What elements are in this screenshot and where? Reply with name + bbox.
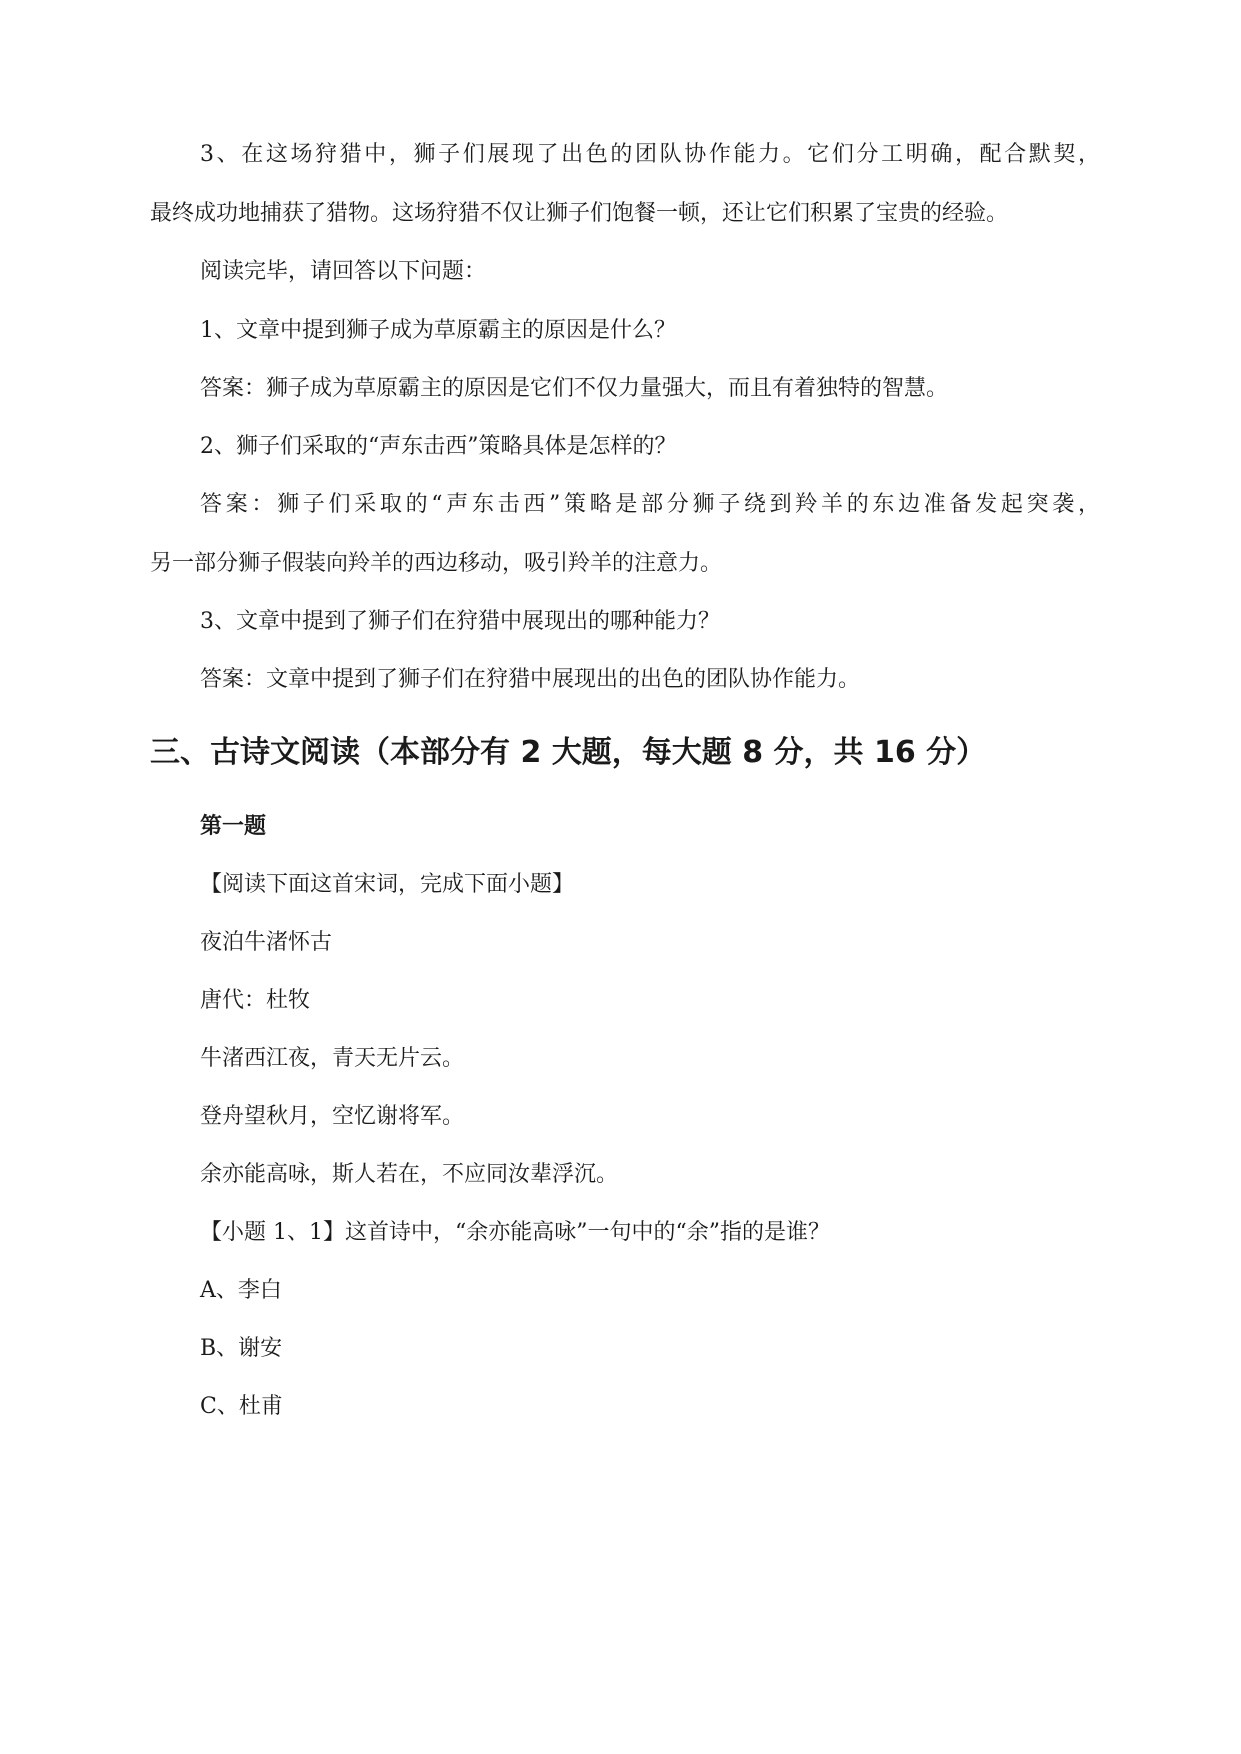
option-a: A、李白 <box>200 1278 282 1303</box>
option-c: C、杜甫 <box>200 1394 283 1419</box>
option-b: B、谢安 <box>200 1336 283 1361</box>
poem-line-1: 牛渚西江夜，青天无片云。 <box>200 1046 465 1071</box>
passage-paragraph-3-line-1: 3、在这场狩猎中，狮子们展现了出色的团队协作能力。它们分工明确，配合默契， <box>200 142 1100 167</box>
answer-2-line-2: 另一部分狮子假装向羚羊的西边移动，吸引羚羊的注意力。 <box>150 551 723 576</box>
answer-1: 答案：狮子成为草原霸主的原因是它们不仅力量强大，而且有着独特的智慧。 <box>200 376 949 401</box>
passage-paragraph-3-line-2: 最终成功地捕获了猎物。这场狩猎不仅让狮子们饱餐一顿，还让它们积累了宝贵的经验。 <box>150 201 1009 226</box>
poem-title: 夜泊牛渚怀古 <box>200 930 333 955</box>
answer-3: 答案：文章中提到了狮子们在狩猎中展现出的出色的团队协作能力。 <box>200 667 861 692</box>
sub-question: 【小题 1、1】这首诗中，“余亦能高咏”一句中的“余”指的是谁？ <box>200 1220 830 1245</box>
answer-2-line-1: 答案：狮子们采取的“声东击西”策略是部分狮子绕到羚羊的东边准备发起突袭， <box>200 492 1100 517</box>
poem-author: 唐代：杜牧 <box>200 988 311 1013</box>
poem-line-2: 登舟望秋月，空忆谢将军。 <box>200 1104 465 1129</box>
question-2: 2、狮子们采取的“声东击西”策略具体是怎样的？ <box>200 434 677 459</box>
poem-line-3: 余亦能高咏，斯人若在，不应同汝辈浮沉。 <box>200 1162 619 1187</box>
question-1: 1、文章中提到狮子成为草原霸主的原因是什么？ <box>200 318 676 343</box>
reading-prompt: 阅读完毕，请回答以下问题： <box>200 259 487 284</box>
instruction: 【阅读下面这首宋词，完成下面小题】 <box>200 872 575 897</box>
section-heading: 三、古诗文阅读（本部分有 2 大题，每大题 8 分，共 16 分） <box>150 735 987 770</box>
question-3: 3、文章中提到了狮子们在狩猎中展现出的哪种能力？ <box>200 609 720 634</box>
question-1-title: 第一题 <box>200 814 267 839</box>
